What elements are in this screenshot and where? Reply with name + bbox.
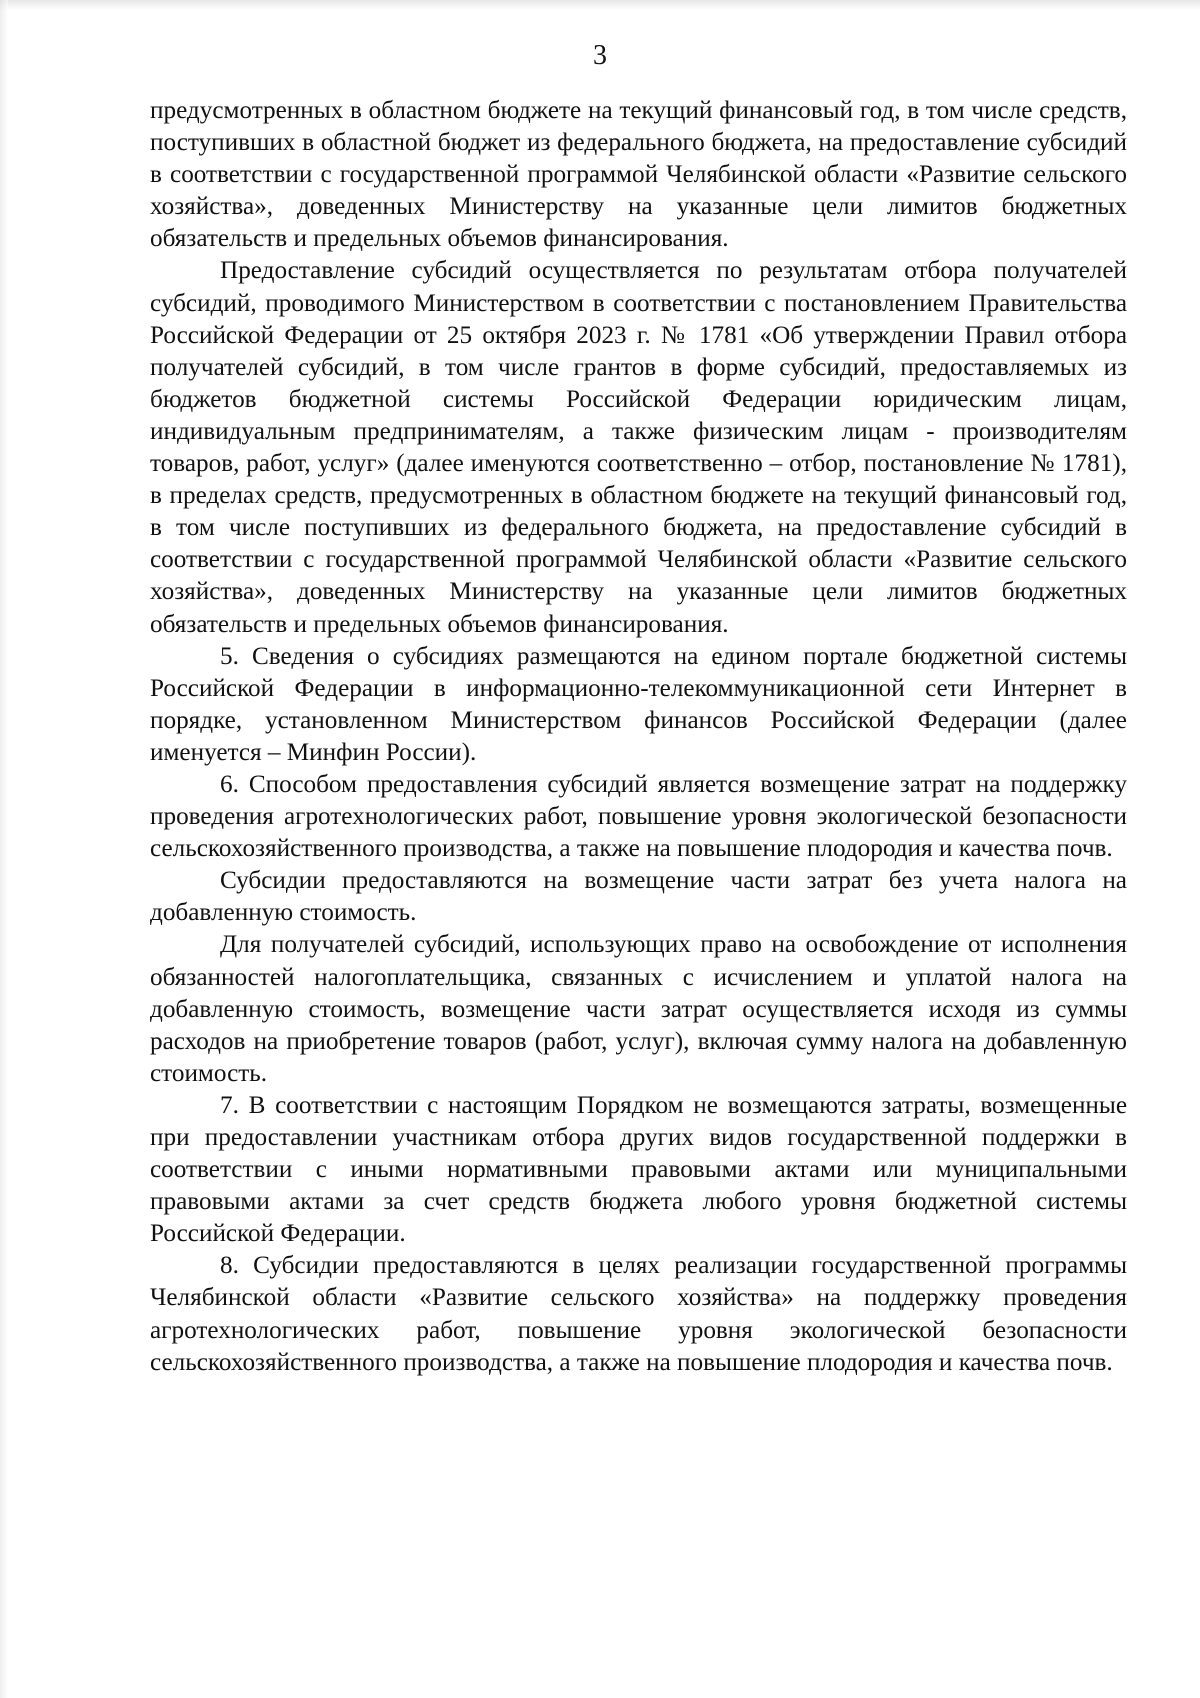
page-number: 3: [593, 40, 607, 71]
paragraph-item-7: 7. В соответствии с настоящим Порядком не возмещаются затраты, возмещенные при предоставлении участникам отбора других видов государственной поддержки в соответствии с иными нормативными правовыми актами или муниципальными правовыми актами за счет средств бюджета любого уровня бюджетной системы Российской Федерации.: [150, 1091, 1127, 1248]
paragraph-vat-exemption: Для получателей субсидий, использующих право на освобождение от исполнения обязанностей налогоплательщика, связанных с исчислением и уплатой налога на добавленную стоимость, возмещение части затрат осуществляется исходя из суммы расходов на приобретение товаров (работ, услуг), включая сумму налога на добавленную стоимость.: [150, 931, 1127, 1087]
paragraph-item-8: 8. Субсидии предоставляются в целях реализации государственной программы Челябинской области «Развитие сельского хозяйства» на поддержку проведения агротехнологических работ, повышение уровня экологической безопасности сельскохозяйственного производства, а также на повышение плодородия и качества почв.: [150, 1252, 1127, 1376]
paragraph-item-5: 5. Сведения о субсидиях размещаются на едином портале бюджетной системы Российской Федерации в информационно-телекоммуникационной сети Интернет в порядке, установленном Министерством финансов Российской Федерации (далее именуется – Минфин России).: [150, 642, 1127, 766]
scan-edge-top: [0, 0, 1200, 10]
document-body: [150, 95, 1127, 1379]
paragraph-continuation: предусмотренных в областном бюджете на текущий финансовый год, в том числе средств, поступивших в областной бюджет из федерального бюджета, на предоставление субсидий в соответствии с государственной программой Челябинской области «Развитие сельского хозяйства», доведенных Министерству на указанные цели лимитов бюджетных обязательств и предельных объемов финансирования.: [150, 97, 1127, 253]
scan-edge-left: [0, 0, 8, 1698]
paragraph-vat-exclusion: Субсидии предоставляются на возмещение части затрат без учета налога на добавленную стоимость.: [150, 867, 1127, 927]
paragraph-item-6: 6. Способом предоставления субсидий является возмещение затрат на поддержку проведения агротехнологических работ, повышение уровня экологической безопасности сельскохозяйственного производства, а также на повышение плодородия и качества почв.: [150, 770, 1127, 863]
paragraph-selection-procedure: Предоставление субсидий осуществляется по результатам отбора получателей субсидий, проводимого Министерством в соответствии с постановлением Правительства Российской Федерации от 25 октября 2023 г. № 1781 «Об утверждении Правил отбора получателей субсидий, в том числе грантов в форме субсидий, предоставляемых из бюджетов бюджетной системы Российской Федерации юридическим лицам, индивидуальным предпринимателям, а также физическим лицам - производителям товаров, работ, услуг» (далее именуются соответственно – отбор, постановление № 1781), в пределах средств, предусмотренных в областном бюджете на текущий финансовый год, в том числе поступивших из федерального бюджета, на предоставление субсидий в соответствии с государственной программой Челябинской области «Развитие сельского хозяйства», доведенных Министерству на указанные цели лимитов бюджетных обязательств и предельных объемов финансирования.: [150, 257, 1127, 638]
